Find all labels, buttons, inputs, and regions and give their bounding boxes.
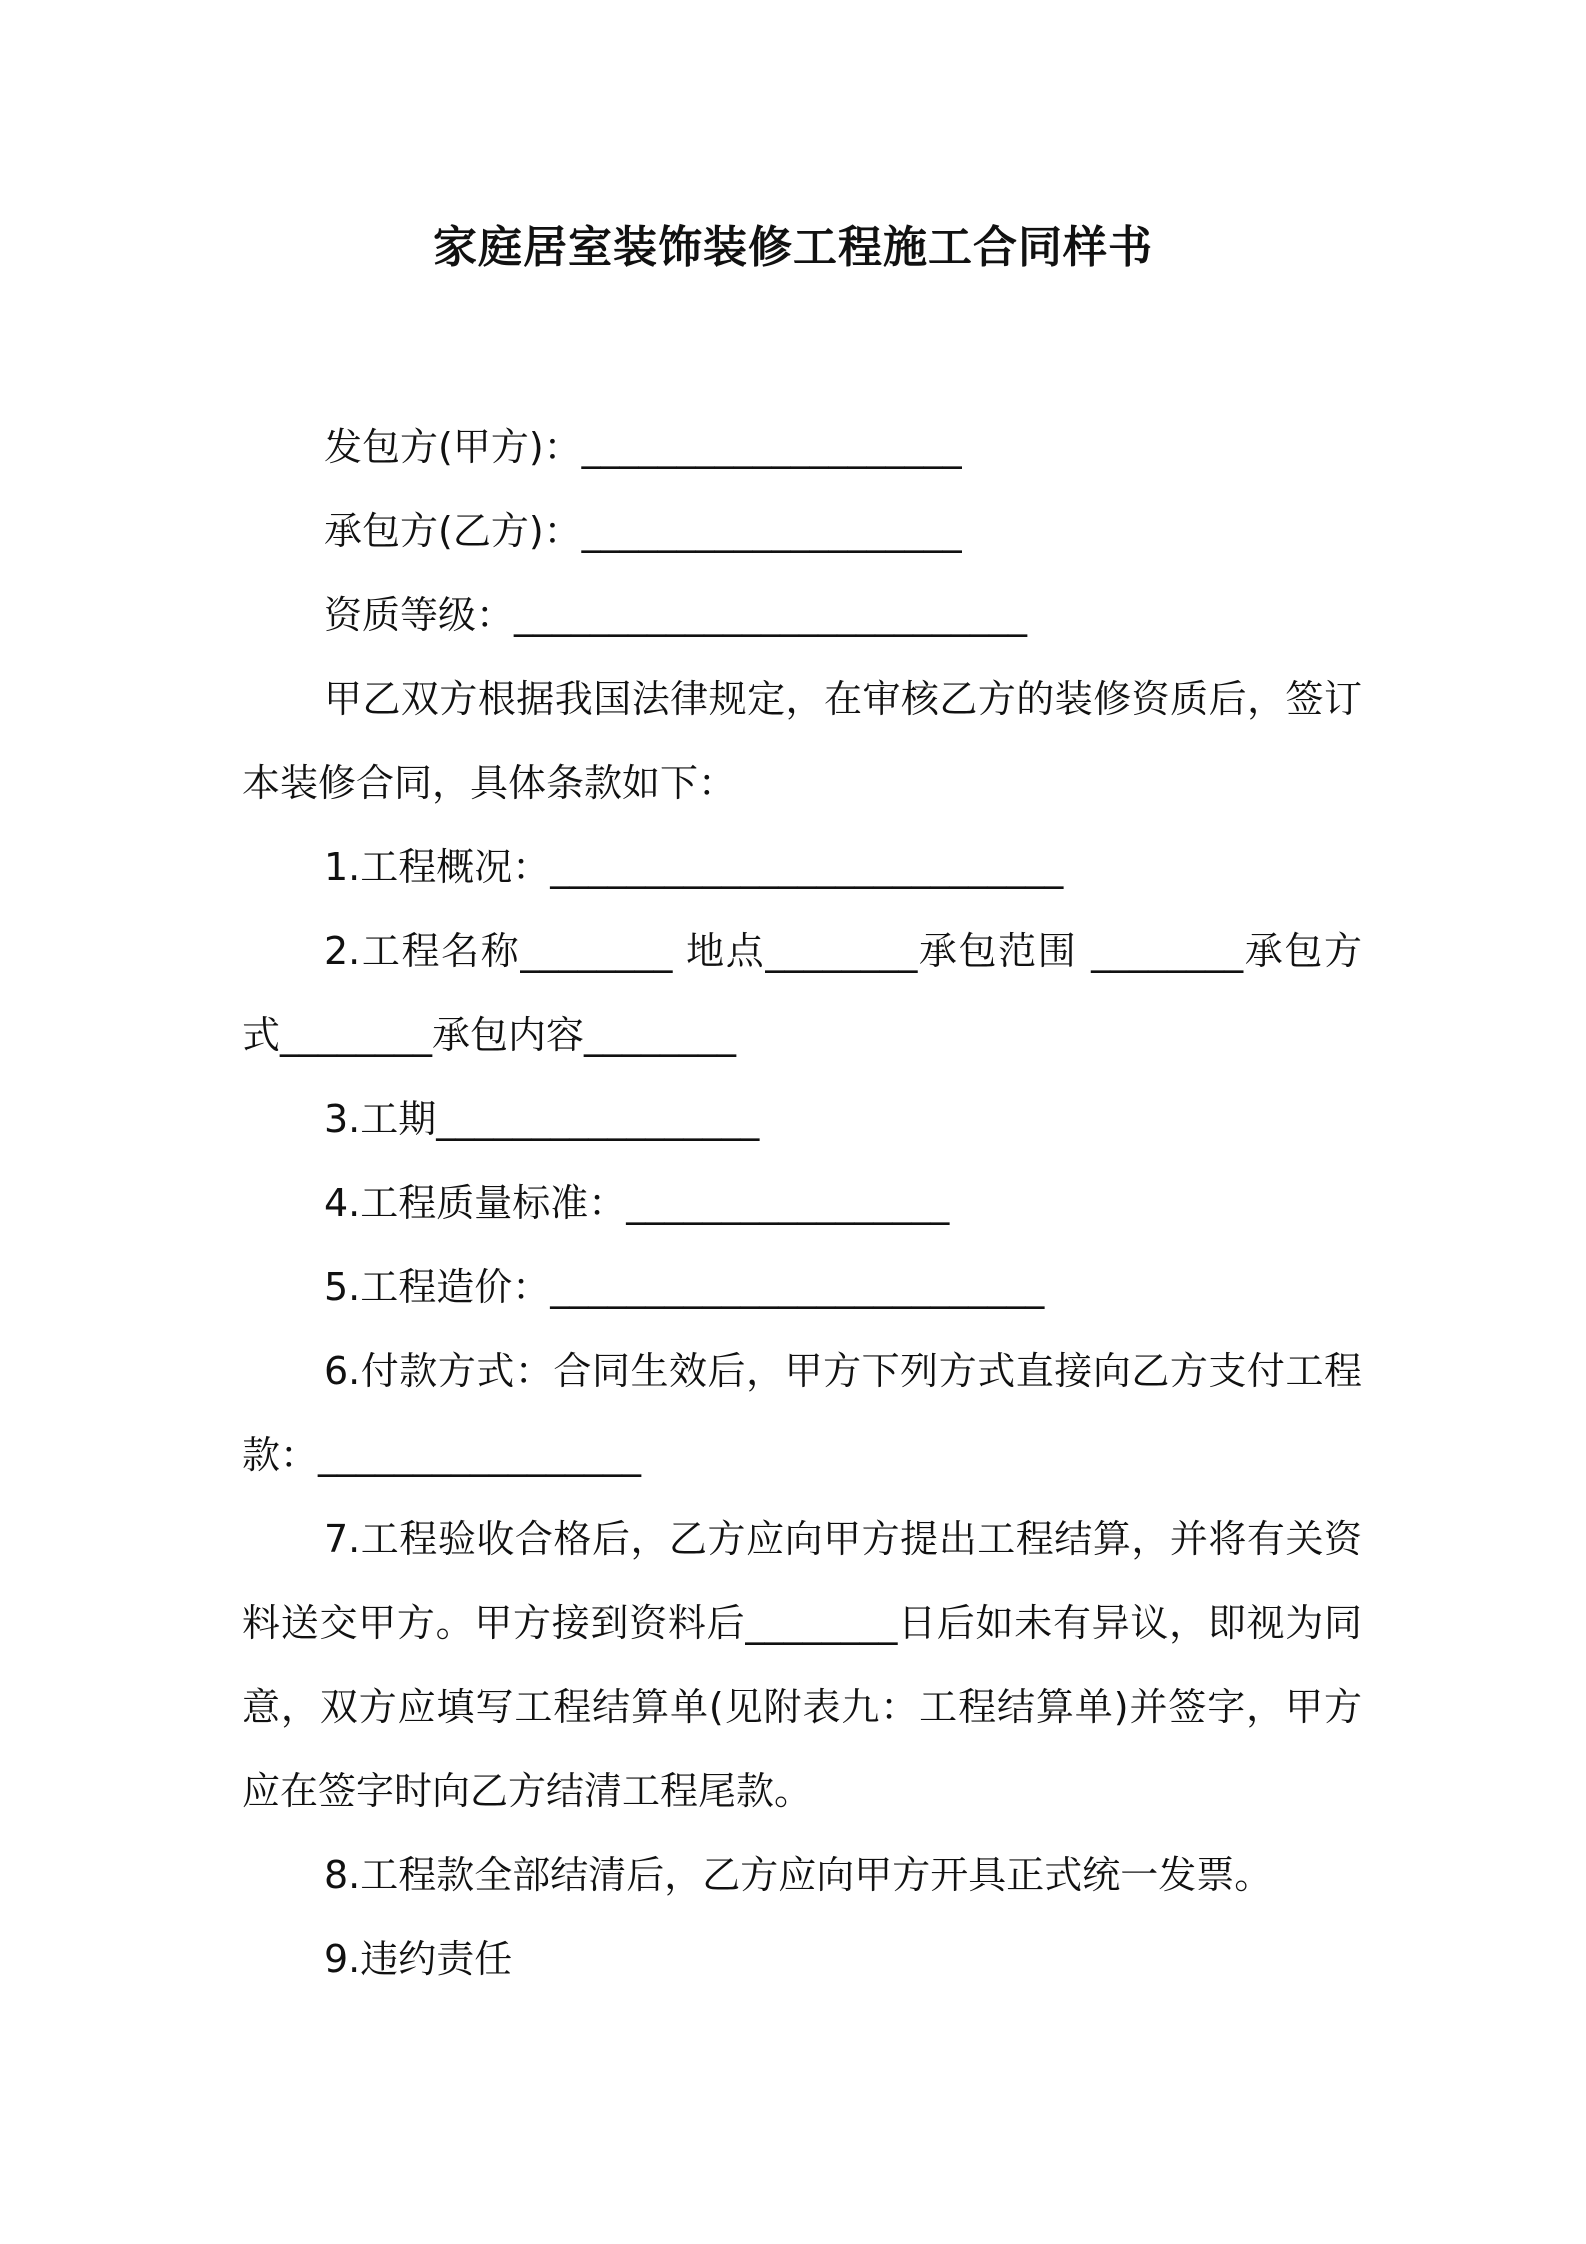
document-title: 家庭居室装饰装修工程施工合同样书 <box>433 222 1153 273</box>
clause-2: 2.工程名称________ 地点________承包范围 ________承包方式________承包内容________ <box>242 929 1362 1057</box>
clause-6: 6.付款方式：合同生效后，甲方下列方式直接向乙方支付工程款：_________________ <box>242 1349 1362 1477</box>
qualification-line: 资质等级：___________________________ <box>324 593 1028 637</box>
clause-5: 5.工程造价：__________________________ <box>324 1265 1045 1309</box>
document-body <box>242 405 1362 2001</box>
preamble-paragraph: 甲乙双方根据我国法律规定，在审核乙方的装修资质后，签订本装修合同，具体条款如下： <box>242 677 1362 805</box>
party-a-line: 发包方(甲方)：____________________ <box>324 425 962 469</box>
clause-1: 1.工程概况：___________________________ <box>324 845 1064 889</box>
party-b-line: 承包方(乙方)：____________________ <box>324 509 962 553</box>
clause-4: 4.工程质量标准：_________________ <box>324 1181 950 1225</box>
clause-3: 3.工期_________________ <box>324 1097 760 1141</box>
clause-7: 7.工程验收合格后，乙方应向甲方提出工程结算，并将有关资料送交甲方。甲方接到资料后________日后如未有异议，即视为同意，双方应填写工程结算单(见附表九：工程结算单)并签字，甲方应在签字时向乙方结清工程尾款。 <box>242 1517 1362 1813</box>
clause-9: 9.违约责任 <box>324 1937 513 1981</box>
clause-8: 8.工程款全部结清后，乙方应向甲方开具正式统一发票。 <box>324 1853 1273 1897</box>
